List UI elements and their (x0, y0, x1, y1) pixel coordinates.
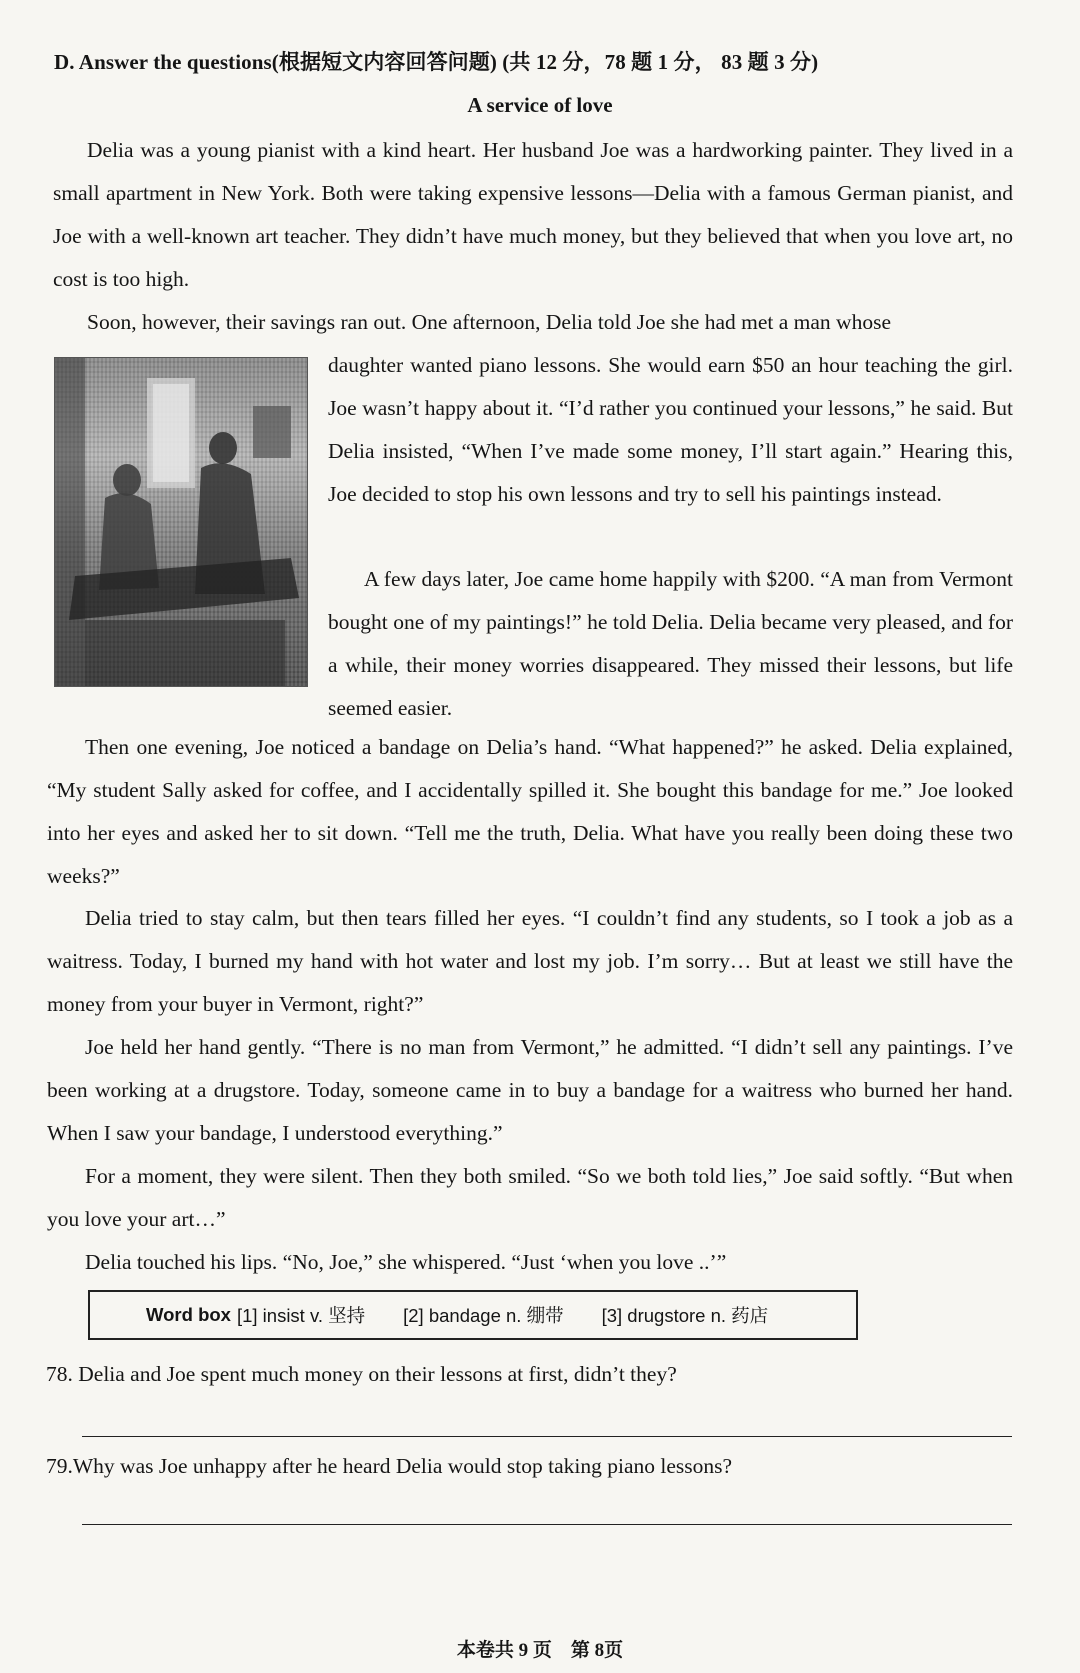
paragraph-3: A few days later, Joe came home happily with $200. “A man from Vermont bought one of my paintings!” he told Delia. Delia became very pleased, and for a while, their money worries disappeared. They missed their lessons, but life seemed easier. (328, 567, 1013, 720)
paragraph-2-lead: Soon, however, their savings ran out. One afternoon, Delia told Joe she had met a man whose (87, 310, 891, 334)
question-78: 78. Delia and Joe spent much money on their lessons at first, didn’t they? (46, 1362, 677, 1386)
paragraph-7: For a moment, they were silent. Then they both smiled. “So we both told lies,” Joe said softly. “But when you love your art…” (47, 1164, 1013, 1231)
paragraph-8: Delia touched his lips. “No, Joe,” she whispered. “Just ‘when you love ..’” (85, 1250, 727, 1274)
word-box-item-bandage: [2] bandage n. 绷带 (403, 1305, 564, 1326)
story-illustration (54, 357, 308, 687)
word-box (88, 1290, 858, 1340)
answer-line-78[interactable] (82, 1436, 1012, 1437)
paragraph-5: Delia tried to stay calm, but then tears filled her eyes. “I couldn’t find any students, so I took a job as a waitress. Today, I burned my hand with hot water and lost my job. I’m sorry… But at least we still have the money from your buyer in Vermont, right?” (47, 906, 1013, 1016)
word-box-item-drugstore: [3] drugstore n. 药店 (601, 1305, 769, 1326)
paragraph-6: Joe held her hand gently. “There is no man from Vermont,” he admitted. “I didn’t sell any paintings. I’ve been working at a drugstore. Today, someone came in to buy a bandage for a waitress who burned her hand. When I saw your bandage, I understood everything.” (47, 1035, 1013, 1145)
couple-at-table-image (55, 358, 307, 686)
paragraph-4: Then one evening, Joe noticed a bandage on Delia’s hand. “What happened?” he asked. Delia explained, “My student Sally asked for coffee, and I accidentally spilled it. She bought this bandage for me.” Joe looked into her eyes and asked her to sit down. “Tell me the truth, Delia. What have you really been doing these two weeks?” (47, 735, 1013, 888)
answer-line-79[interactable] (82, 1524, 1012, 1525)
paragraph-1: Delia was a young pianist with a kind heart. Her husband Joe was a hardworking painter. They lived in a small apartment in New York. Both were taking expensive lessons—Delia with a famous German pianist, and Joe with a well-known art teacher. They didn’t have much money, but they believed that when you love art, no cost is too high. (53, 138, 1013, 291)
word-box-label: Word box (146, 1304, 231, 1325)
page-footer: 本卷共 9 页 第 8页 (456, 1640, 624, 1661)
word-box-item-insist: [1] insist v. 坚持 (236, 1305, 366, 1326)
paragraph-2-continued: daughter wanted piano lessons. She would earn $50 an hour teaching the girl. Joe wasn’t happy about it. “I’d rather you continued your lessons,” he said. But Delia insisted, “When I’ve made some money, I’ll start again.” Hearing this, Joe decided to stop his own lessons and try to sell his paintings instead. (328, 353, 1013, 506)
passage-title: A service of love (467, 93, 613, 117)
section-heading: D. Answer the questions(根据短文内容回答问题) (共 12 分，78 题 1 分， 83 题 3 分) (54, 50, 819, 74)
question-79: 79.Why was Joe unhappy after he heard Delia would stop taking piano lessons? (46, 1454, 733, 1478)
